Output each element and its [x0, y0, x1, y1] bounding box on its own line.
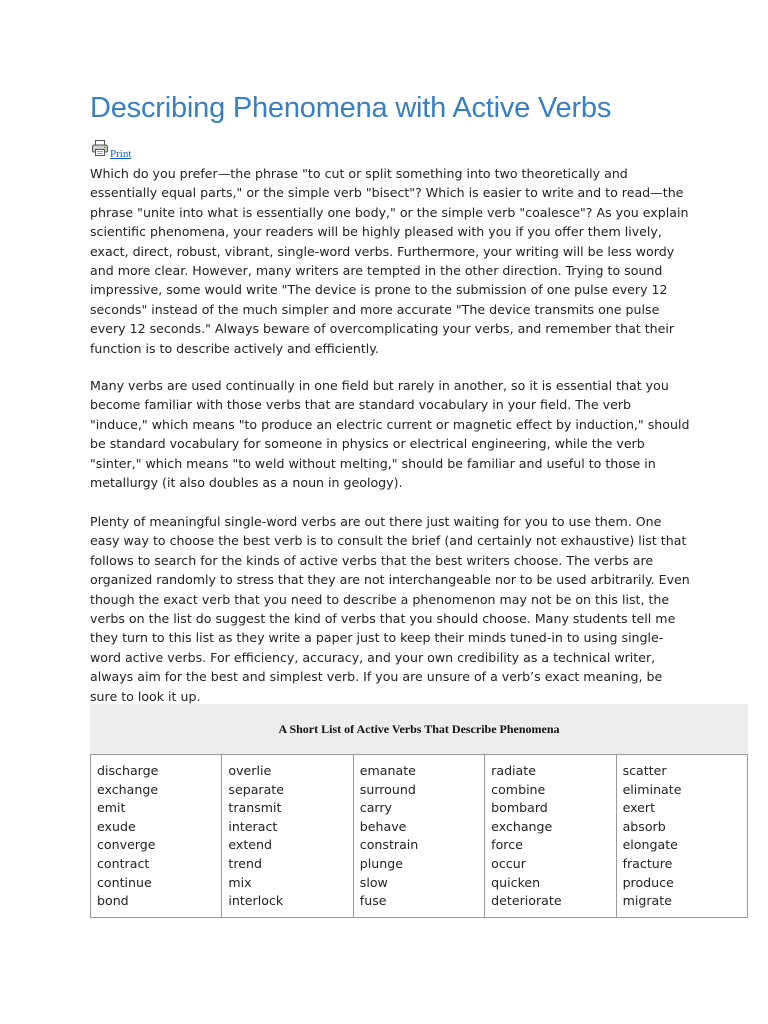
verb-item: continue	[97, 874, 152, 890]
verb-grid	[90, 754, 748, 918]
verb-item: deteriorate	[491, 893, 562, 909]
verb-item: constrain	[359, 837, 419, 853]
verb-item: converge	[97, 837, 156, 853]
verb-item: migrate	[622, 893, 672, 909]
verb-item: combine	[491, 781, 546, 797]
verb-item: exert	[622, 800, 656, 816]
printer-icon[interactable]	[91, 139, 109, 157]
verb-item: scatter	[622, 763, 667, 778]
verb-item: behave	[359, 818, 407, 834]
verb-item: extend	[228, 837, 273, 853]
verb-item: trend	[228, 855, 262, 871]
verb-item: absorb	[622, 818, 666, 834]
verb-item: occur	[491, 855, 526, 871]
verb-item: force	[491, 837, 523, 853]
verb-item: elongate	[622, 837, 678, 853]
verb-item: radiate	[491, 763, 536, 778]
page-title: Describing Phenomena with Active Verbs	[90, 92, 612, 124]
verb-item: mix	[228, 874, 252, 890]
verb-column	[353, 755, 484, 918]
verb-item: exude	[97, 818, 136, 834]
verb-column	[222, 755, 353, 918]
verb-item: contract	[97, 855, 150, 871]
verb-table	[90, 704, 748, 918]
verb-column	[91, 755, 222, 918]
verb-item: quicken	[491, 874, 541, 890]
verb-column	[616, 755, 747, 918]
verb-item: bond	[97, 893, 129, 909]
verb-item: fuse	[359, 893, 387, 909]
verb-item: eliminate	[622, 781, 682, 797]
verb-item: overlie	[228, 763, 272, 778]
table-caption: A Short List of Active Verbs That Describe Phenomena	[90, 704, 748, 754]
verb-item: fracture	[622, 855, 673, 871]
paragraph: Many verbs are used continually in one field but rarely in another, so it is essential that you become familiar with those verbs that are standard vocabulary in your field. The verb "induce," which means "to produce an electric current or magnetic effect by induction," should be standard vocabulary for someone in physics or electrical engineering, while the verb "sinter," which means "to weld without melting," should be familiar and useful to those in metallurgy (it also doubles as a noun in geology).	[90, 378, 690, 491]
verb-item: separate	[228, 781, 284, 797]
verb-item: interlock	[228, 893, 284, 909]
verb-item: exchange	[97, 781, 159, 797]
verb-item: transmit	[228, 800, 282, 816]
verb-column	[485, 755, 616, 918]
verb-item: produce	[622, 874, 674, 890]
paragraph: Plenty of meaningful single-word verbs are out there just waiting for you to use them. One easy way to choose the best verb is to consult the brief (and certainly not exhaustive) list that follows to search for the kinds of active verbs that the best writers choose. The verbs are organized randomly to stress that they are not interchangeable nor to be used arbitrarily. Even though the exact verb that you need to describe a phenomenon may not be on this list, the verbs on the list do suggest the kind of verbs that you should choose. Many students tell me they turn to this list as they write a paper just to keep their minds tuned-in to using single-word active verbs. For efficiency, accuracy, and your own credibility as a technical writer, always aim for the best and simplest verb. If you are unsure of a verb’s exact meaning, be sure to look it up.	[90, 514, 690, 704]
verb-item: surround	[359, 781, 416, 797]
print-link[interactable]: Print	[110, 148, 132, 160]
verb-item: exchange	[491, 818, 553, 834]
verb-item: emanate	[359, 763, 416, 778]
verb-item: emit	[97, 800, 126, 816]
verb-item: discharge	[97, 763, 159, 778]
verb-item: plunge	[359, 855, 403, 871]
verb-item: slow	[359, 874, 388, 890]
paragraph: Which do you prefer—the phrase "to cut or split something into two theoretically and essentially equal parts," or the simple verb "bisect"? Which is easier to write and to read—the phrase "unite into what is essentially one body," or the simple verb "coalesce"? As you explain scientific phenomena, your readers will be highly pleased with you if you offer them lively, exact, direct, robust, vibrant, single-word verbs. Furthermore, your writing will be less wordy and more clear. However, many writers are tempted in the other direction. Trying to sound impressive, some would write "The device is prone to the submission of one pulse every 12 seconds" instead of the much simpler and more accurate "The device transmits one pulse every 12 seconds." Always beware of overcomplicating your verbs, and remember that their function is to describe actively and efficiently.	[90, 166, 689, 356]
verb-item: carry	[359, 800, 393, 816]
verb-item: interact	[228, 818, 278, 834]
verb-item: bombard	[491, 800, 548, 816]
table-row	[91, 755, 748, 918]
